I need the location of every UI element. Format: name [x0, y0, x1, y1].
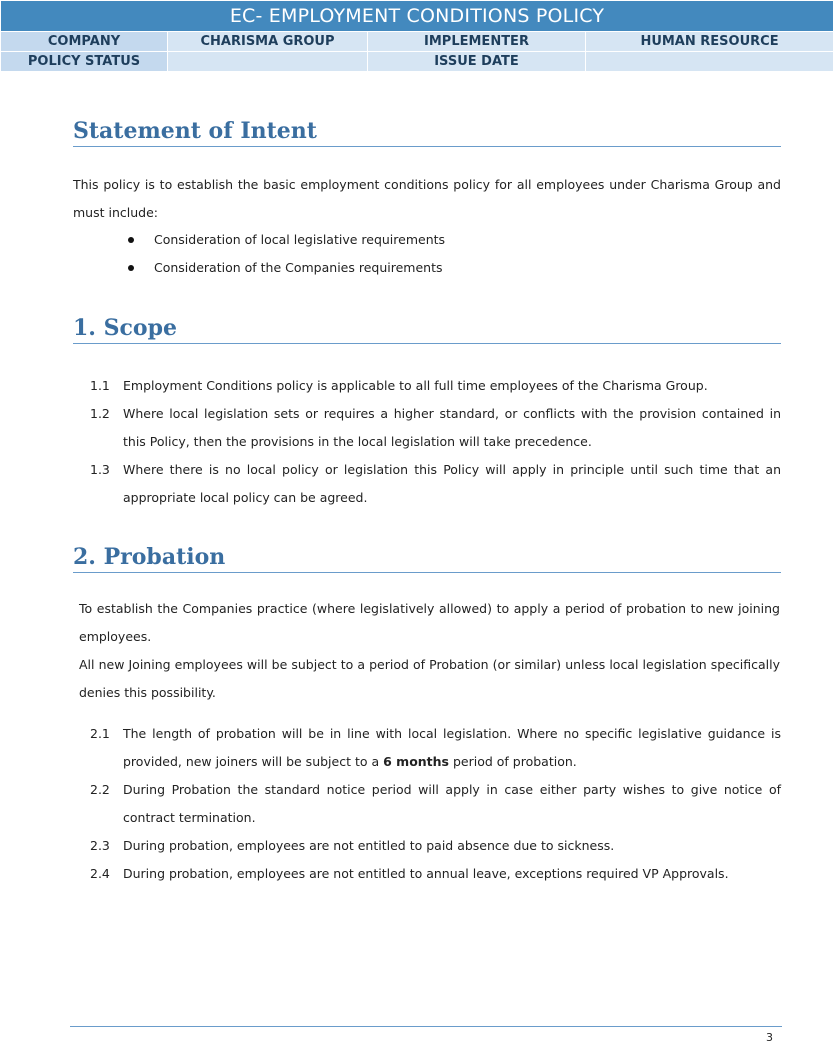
- probation-item: [90, 860, 781, 888]
- item-number: 2.3: [90, 838, 110, 853]
- item-number: 2.4: [90, 866, 110, 881]
- scope-item: [90, 400, 781, 456]
- footer-divider: [70, 1026, 782, 1027]
- item-text: The length of probation will be in line with local legislation. Where no specific legislative guidance is provided, new joiners will be subject to a 6 months period of probation.: [123, 726, 781, 769]
- implementer-label: IMPLEMENTER: [368, 32, 586, 52]
- company-label: COMPANY: [1, 32, 168, 52]
- issue-date-value: [586, 52, 833, 72]
- policy-title: EC- EMPLOYMENT CONDITIONS POLICY: [1, 1, 833, 32]
- section-heading-probation: 2. Probation: [73, 544, 781, 573]
- bullet-icon: [128, 265, 134, 271]
- item-number: 2.1: [90, 726, 110, 741]
- page-number: 3: [766, 1031, 773, 1044]
- bullet-text: Consideration of local legislative requirements: [154, 232, 446, 247]
- bullet-icon: [128, 237, 134, 243]
- probation-paragraph-2: All new Joining employees will be subject to a period of Probation (or similar) unless local legislation specifically denies this possibility.: [79, 657, 780, 700]
- policy-status-value: [168, 52, 368, 72]
- intent-paragraph: This policy is to establish the basic employment conditions policy for all employees under Charisma Group and must include:: [73, 177, 781, 220]
- section-heading-intent: Statement of Intent: [73, 118, 781, 147]
- item-text: Employment Conditions policy is applicable to all full time employees of the Charisma Group.: [123, 378, 708, 393]
- item-text: During probation, employees are not entitled to paid absence due to sickness.: [123, 838, 615, 853]
- section-heading-scope: 1. Scope: [73, 315, 781, 344]
- issue-date-label: ISSUE DATE: [368, 52, 586, 72]
- probation-length-bold: 6 months: [383, 754, 450, 769]
- scope-item: [90, 456, 781, 512]
- implementer-value: HUMAN RESOURCE: [586, 32, 833, 52]
- item-number: 1.1: [90, 378, 110, 393]
- probation-paragraph-1: To establish the Companies practice (where legislatively allowed) to apply a period of probation to new joining employees.: [79, 601, 780, 644]
- probation-item: [90, 720, 781, 776]
- item-text: During probation, employees are not entitled to annual leave, exceptions required VP Approvals.: [123, 866, 729, 881]
- policy-status-label: POLICY STATUS: [1, 52, 168, 72]
- item-text: Where there is no local policy or legislation this Policy will apply in principle until such time that an appropriate local policy can be agreed.: [123, 462, 781, 505]
- item-text: Where local legislation sets or requires a higher standard, or conflicts with the provision contained in this Policy, then the provisions in the local legislation will take precedence.: [123, 406, 781, 449]
- probation-item: [90, 832, 781, 860]
- probation-item: [90, 776, 781, 832]
- item-number: 2.2: [90, 782, 110, 797]
- item-number: 1.2: [90, 406, 110, 421]
- scope-item: [90, 372, 781, 400]
- item-number: 1.3: [90, 462, 110, 477]
- bullet-text: Consideration of the Companies requirements: [154, 260, 443, 275]
- policy-header-table: [0, 0, 833, 72]
- item-text: During Probation the standard notice period will apply in case either party wishes to give notice of contract termination.: [123, 782, 781, 825]
- company-value: CHARISMA GROUP: [168, 32, 368, 52]
